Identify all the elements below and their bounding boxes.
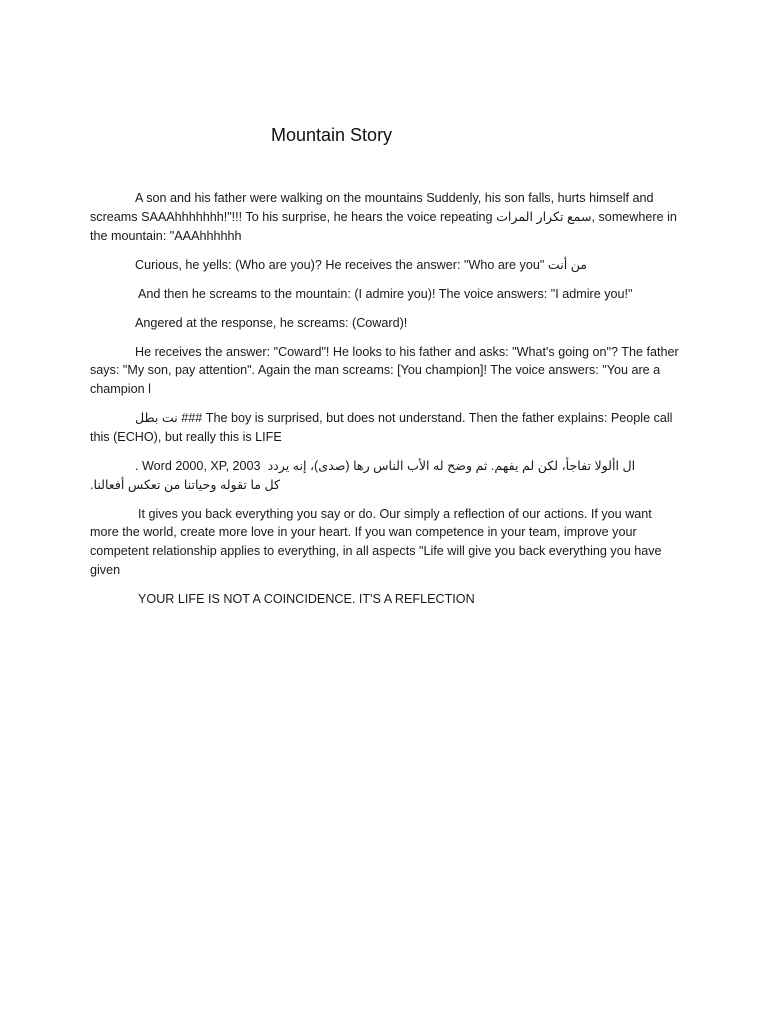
paragraph-4: Angered at the response, he screams: (Coward)! [135,315,408,330]
paragraph-1-arabic: سمع تكرار المرات [496,209,592,224]
document-title: Mountain Story [271,125,393,145]
paragraph-2 [90,256,680,275]
paragraph-6-text: ### The boy is surprised, but does not understand. Then the father explains: People call this (ECHO), but really this is LIFE [90,411,673,444]
paragraph-7-arabic-2: كل ما تقوله وحياتنا من تعكس أفعالنا. [90,477,281,492]
paragraph-1-text-a: A son and his father were walking on the mountains Suddenly, his son falls, hurts himself and screams SAAAhhhhhhh!"!!! To his surprise, he hears the voice repeating [90,191,654,224]
paragraph-7-line-1 [90,457,680,476]
paragraph-6-arabic: نت بطل [135,411,178,426]
paragraph-6 [90,409,680,447]
paragraph-9: YOUR LIFE IS NOT A COINCIDENCE. IT'S A REFLECTION [138,592,475,607]
paragraph-2-text: Curious, he yells: (Who are you)? He receives the answer: "Who are you" [135,257,548,272]
paragraph-8: It gives you back everything you say or do. Our simply a reflection of our actions. If you want more the world, create more love in your heart. If you wan competence in your team, improve your competent relationship applies to everything, in all aspects "Life will give you back everything you have given [90,506,662,578]
paragraph-5: He receives the answer: "Coward"! He looks to his father and asks: "What's going on"? The father says: "My son, pay attention". Again the man screams: [You champion]! The voice answers: "You are a champion l [90,344,679,397]
paragraph-7-latin: . Word 2000, XP, 2003 [135,458,261,473]
paragraph-1-text-b: , somewhere in the mountain: "AAAhhhhhh [90,209,677,243]
paragraph-7-line-2 [90,476,680,495]
document-body [90,189,680,619]
paragraph-3: And then he screams to the mountain: (I admire you)! The voice answers: "I admire you!" [138,286,633,301]
paragraph-1 [90,189,680,245]
paragraph-7-arabic-1: ال األولا تفاجأ، لكن لم يفهم. ثم وضح له الأب الناس رها (صدى)، إنه يردد [267,458,636,473]
paragraph-7 [90,457,680,495]
paragraph-2-arabic: من أنت [547,257,588,272]
